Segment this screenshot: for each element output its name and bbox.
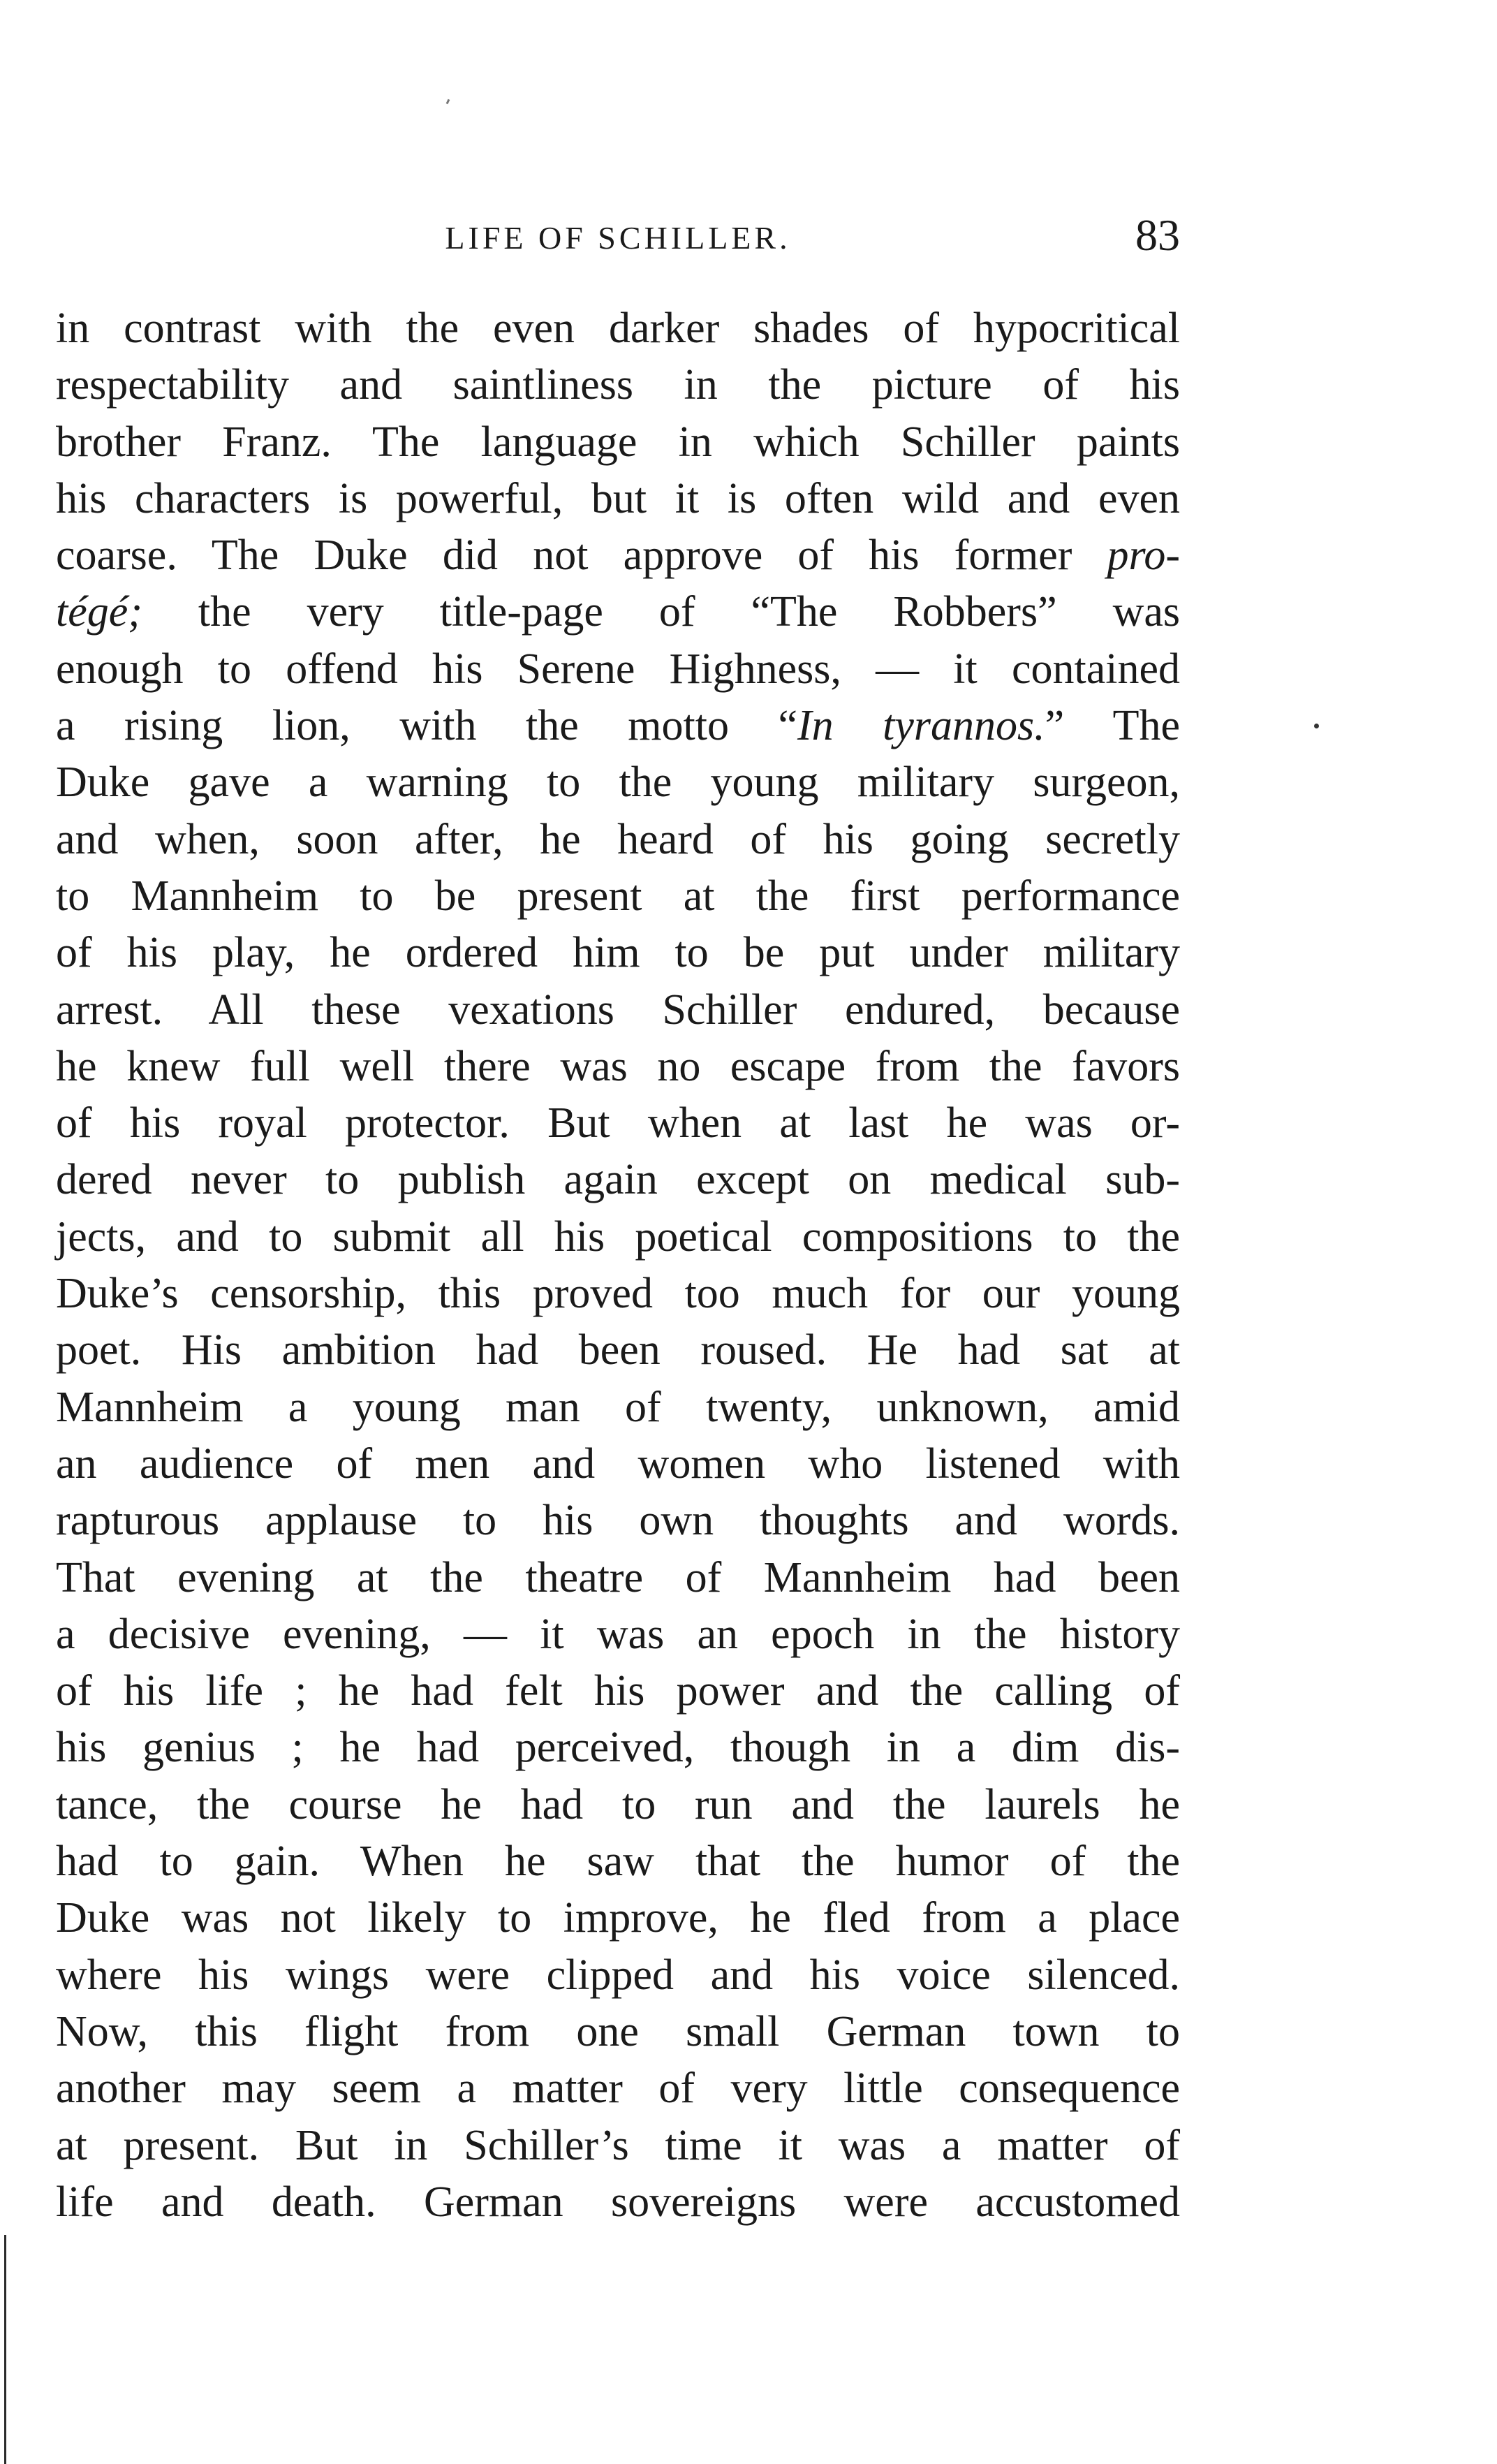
italic-phrase: In tyrannos.	[797, 702, 1045, 750]
text-line: jects, and to submit all his poetical compositions to the	[56, 1212, 1180, 1261]
text-line: Duke’s censorship, this proved too much for our young	[56, 1270, 1180, 1318]
text-line: respectability and saintliness in the picture of his	[56, 361, 1180, 409]
text-line: tance, the course he had to run and the laurels he	[56, 1780, 1180, 1828]
text-line: arrest. All these vexations Schiller endured, because	[56, 985, 1180, 1034]
text-line: brother Franz. The language in which Schiller paints	[56, 418, 1180, 466]
text-line: coarse. The Duke did not approve of his former pro-	[56, 531, 1180, 580]
text-line: poet. His ambition had been roused. He had sat at	[56, 1326, 1180, 1374]
text-line: Mannheim a young man of twenty, unknown, amid	[56, 1383, 1180, 1431]
page-number: 83	[1135, 210, 1180, 260]
paper-speck	[446, 99, 450, 105]
text-line: and when, soon after, he heard of his going secretly	[56, 815, 1180, 863]
margin-speck	[1314, 724, 1319, 728]
text-line: his genius ; he had perceived, though in a dim dis-	[56, 1724, 1180, 1772]
text-line: at present. But in Schiller’s time it was a matter of	[56, 2121, 1180, 2169]
text-line: a decisive evening, — it was an epoch in the history	[56, 1610, 1180, 1658]
running-head	[56, 210, 1180, 272]
binding-edge-rule	[4, 2235, 6, 2464]
body-text	[56, 300, 1180, 2231]
text-line: Now, this flight from one small German town to	[56, 2007, 1180, 2055]
text-line: he knew full well there was no escape from the favors	[56, 1042, 1180, 1090]
text-line: an audience of men and women who listened with	[56, 1439, 1180, 1488]
italic-phrase: tégé;	[56, 588, 142, 636]
italic-phrase: pro-	[1107, 531, 1180, 580]
text-line: Duke gave a warning to the young military surgeon,	[56, 758, 1180, 807]
text-line: had to gain. When he saw that the humor of the	[56, 1838, 1180, 1886]
text-line: rapturous applause to his own thoughts and words.	[56, 1497, 1180, 1545]
text-line: his characters is powerful, but it is often wild and even	[56, 474, 1180, 522]
text-line: Duke was not likely to improve, he fled from a place	[56, 1894, 1180, 1942]
text-line: tégé; the very title-page of “The Robbers” was	[56, 588, 1180, 636]
text-line: of his life ; he had felt his power and the calling of	[56, 1667, 1180, 1715]
text-line: to Mannheim to be present at the first performance	[56, 872, 1180, 920]
text-line: another may seem a matter of very little consequence	[56, 2065, 1180, 2113]
text-line: where his wings were clipped and his voice silenced.	[56, 1951, 1180, 1999]
text-line: a rising lion, with the motto “In tyrannos.” The	[56, 702, 1180, 750]
text-line: life and death. German sovereigns were accustomed	[56, 2178, 1180, 2226]
text-line: of his play, he ordered him to be put under military	[56, 929, 1180, 977]
text-line: That evening at the theatre of Mannheim had been	[56, 1553, 1180, 1601]
text-line: in contrast with the even darker shades of hypocritical	[56, 305, 1180, 352]
text-line: dered never to publish again except on medical sub-	[56, 1156, 1180, 1204]
running-title: LIFE OF SCHILLER.	[445, 220, 791, 256]
text-line: enough to offend his Serene Highness, — it contained	[56, 645, 1180, 693]
text-line: of his royal protector. But when at last he was or-	[56, 1099, 1180, 1147]
